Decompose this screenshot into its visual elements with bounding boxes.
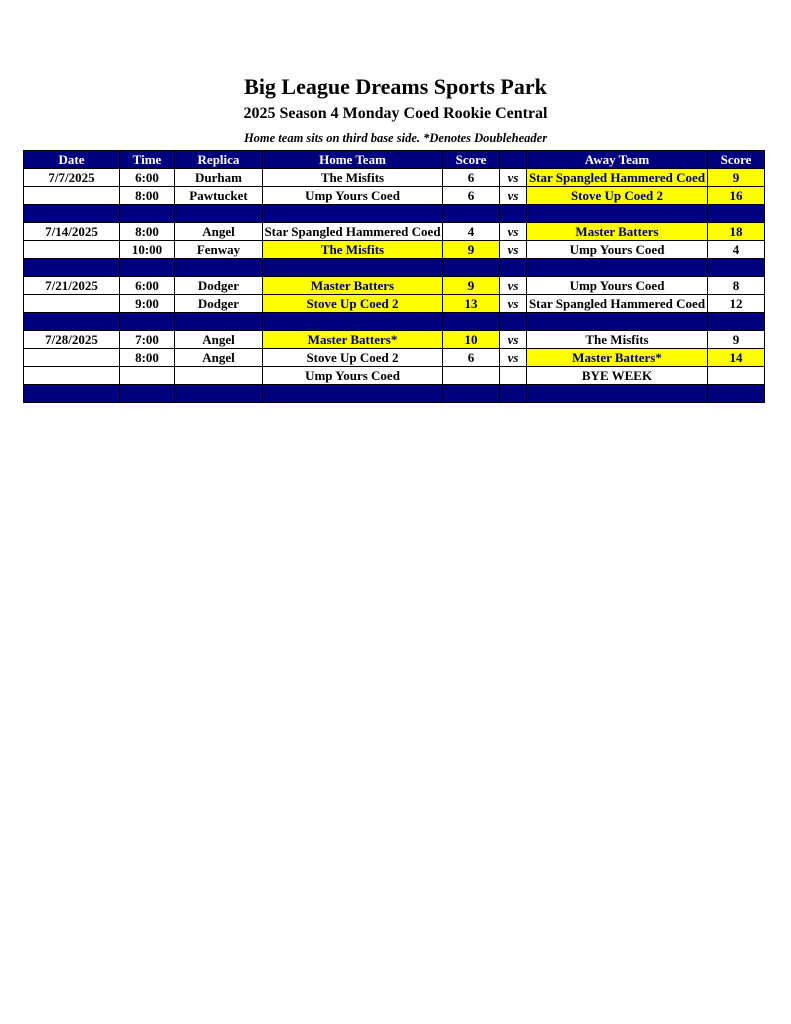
table-row: [24, 367, 765, 385]
home-score-cell: 9: [443, 241, 500, 259]
home-score-cell: [443, 367, 500, 385]
home-score-cell: 6: [443, 349, 500, 367]
time-cell: 8:00: [120, 187, 175, 205]
header-row: [24, 151, 765, 169]
away-score-cell: [708, 367, 765, 385]
time-cell: [120, 367, 175, 385]
col-time-header: Time: [120, 151, 175, 169]
col-home-team-header: Home Team: [263, 151, 443, 169]
away-team-cell: Star Spangled Hammered Coed: [527, 295, 708, 313]
replica-cell: Angel: [175, 223, 263, 241]
away-score-cell: 18: [708, 223, 765, 241]
page-title: Big League Dreams Sports Park: [244, 74, 547, 99]
away-team-cell: Ump Yours Coed: [527, 277, 708, 295]
week-separator-row: [24, 259, 765, 277]
date-cell: 7/21/2025: [24, 277, 120, 295]
season-subtitle: 2025 Season 4 Monday Coed Rookie Central: [243, 105, 548, 122]
away-score-cell: 4: [708, 241, 765, 259]
date-cell: [24, 241, 120, 259]
col-replica-header: Replica: [175, 151, 263, 169]
date-cell: 7/7/2025: [24, 169, 120, 187]
away-team-cell: Master Batters: [527, 223, 708, 241]
vs-cell: vs: [500, 331, 527, 349]
home-score-cell: 9: [443, 277, 500, 295]
home-team-cell: Ump Yours Coed: [263, 367, 443, 385]
vs-cell: vs: [500, 349, 527, 367]
replica-cell: Durham: [175, 169, 263, 187]
away-team-cell: Master Batters*: [527, 349, 708, 367]
week-separator-row: [24, 385, 765, 403]
away-score-cell: 9: [708, 169, 765, 187]
col-vs-header: [500, 151, 527, 169]
home-team-cell: The Misfits: [263, 169, 443, 187]
home-score-cell: 13: [443, 295, 500, 313]
time-cell: 6:00: [120, 277, 175, 295]
home-score-cell: 6: [443, 187, 500, 205]
replica-cell: Angel: [175, 349, 263, 367]
date-cell: [24, 349, 120, 367]
col-home-score-header: Score: [443, 151, 500, 169]
away-team-cell: Ump Yours Coed: [527, 241, 708, 259]
table-row: [24, 187, 765, 205]
time-cell: 9:00: [120, 295, 175, 313]
home-team-cell: Ump Yours Coed: [263, 187, 443, 205]
time-cell: 10:00: [120, 241, 175, 259]
home-score-cell: 6: [443, 169, 500, 187]
home-team-cell: The Misfits: [263, 241, 443, 259]
away-score-cell: 16: [708, 187, 765, 205]
table-row: [24, 349, 765, 367]
home-team-cell: Master Batters: [263, 277, 443, 295]
table-row: [24, 241, 765, 259]
home-team-cell: Master Batters*: [263, 331, 443, 349]
vs-cell: vs: [500, 241, 527, 259]
vs-cell: vs: [500, 277, 527, 295]
col-date-header: Date: [24, 151, 120, 169]
col-away-score-header: Score: [708, 151, 765, 169]
home-score-cell: 10: [443, 331, 500, 349]
bye-week-cell: BYE WEEK: [527, 367, 708, 385]
date-cell: [24, 295, 120, 313]
vs-cell: [500, 367, 527, 385]
home-team-cell: Stove Up Coed 2: [263, 349, 443, 367]
schedule-table: [23, 150, 765, 403]
away-score-cell: 9: [708, 331, 765, 349]
table-row: [24, 169, 765, 187]
date-cell: 7/28/2025: [24, 331, 120, 349]
vs-cell: vs: [500, 169, 527, 187]
week-separator-row: [24, 205, 765, 223]
replica-cell: Dodger: [175, 295, 263, 313]
week-separator-row: [24, 313, 765, 331]
time-cell: 7:00: [120, 331, 175, 349]
time-cell: 8:00: [120, 223, 175, 241]
table-row: [24, 277, 765, 295]
vs-cell: vs: [500, 223, 527, 241]
away-score-cell: 8: [708, 277, 765, 295]
replica-cell: Angel: [175, 331, 263, 349]
away-team-cell: Star Spangled Hammered Coed: [527, 169, 708, 187]
replica-cell: Dodger: [175, 277, 263, 295]
table-row: [24, 295, 765, 313]
home-team-cell: Star Spangled Hammered Coed: [264, 223, 441, 239]
vs-cell: vs: [500, 295, 527, 313]
date-cell: [24, 367, 120, 385]
away-score-cell: 12: [708, 295, 765, 313]
replica-cell: Fenway: [175, 241, 263, 259]
table-row: [24, 331, 765, 349]
time-cell: 6:00: [120, 169, 175, 187]
vs-cell: vs: [500, 187, 527, 205]
schedule-note: Home team sits on third base side. *Denotes Doubleheader: [243, 131, 548, 145]
replica-cell: [175, 367, 263, 385]
home-score-cell: 4: [443, 223, 500, 241]
home-team-cell: Stove Up Coed 2: [263, 295, 443, 313]
date-cell: [24, 187, 120, 205]
away-score-cell: 14: [708, 349, 765, 367]
col-away-team-header: Away Team: [527, 151, 708, 169]
date-cell: 7/14/2025: [24, 223, 120, 241]
away-team-cell: The Misfits: [527, 331, 708, 349]
replica-cell: Pawtucket: [175, 187, 263, 205]
table-row: [24, 223, 765, 241]
time-cell: 8:00: [120, 349, 175, 367]
away-team-cell: Stove Up Coed 2: [527, 187, 708, 205]
